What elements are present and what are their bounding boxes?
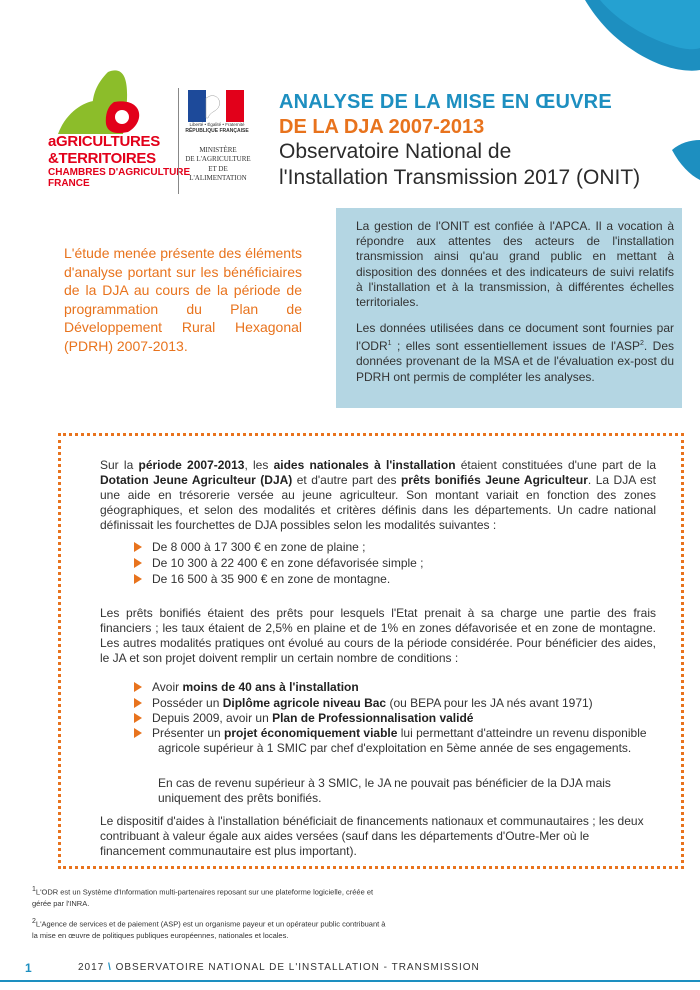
footer-rule: [0, 980, 700, 982]
page-number: 1: [25, 961, 32, 975]
box-paragraph-smic: En cas de revenu supérieur à 3 SMIC, le JA ne pouvait pas bénéficier de la DJA mais uniquement des prêts bonifiés.: [158, 776, 611, 805]
amount-text: De 16 500 à 35 900 € en zone de montagne.: [152, 572, 391, 586]
ministry-name-line: ET DE: [208, 164, 228, 173]
text: et d'autre part des: [292, 473, 401, 487]
ministry-name-line: MINISTÈRE: [199, 146, 237, 154]
info-paragraph-1: La gestion de l'ONIT est confiée à l'APCA. Il a vocation à répondre aux attentes des acteurs de l'installation transmission ainsi qu'au grand public en mettant à disposition des données et des indicateurs de suivi relatifs à l'installation et à la transmission, à différentes échelles territoriales.: [356, 219, 674, 310]
ministry-republic: RÉPUBLIQUE FRANÇAISE: [185, 128, 249, 134]
marianne-flag-icon: [188, 90, 244, 122]
info-paragraph-2: [356, 321, 674, 385]
footnote-ref-1: 1: [387, 340, 392, 348]
info-text: . Des données provenant de la MSA et de l'évaluation ex-post du PDRH ont permis de compléter les analyses.: [356, 339, 674, 384]
footnote-1: [32, 884, 392, 909]
logo-text-territoires: &TERRITOIRES: [48, 150, 156, 167]
footnote-number: 1: [32, 886, 36, 893]
footer-text: [78, 962, 480, 973]
bold-text: Dotation Jeune Agriculteur (DJA): [100, 473, 293, 487]
ministry-name-line: DE L'AGRICULTURE: [185, 155, 251, 164]
bullet-triangle-icon: [134, 698, 142, 708]
bold-text: moins de 40 ans à l'installation: [182, 680, 359, 694]
bullet-triangle-icon: [134, 713, 142, 723]
footer-separator: \: [104, 962, 116, 973]
ministry-name-line: L'ALIMENTATION: [189, 174, 247, 183]
ministry-motto: Liberté • Égalité • Fraternité: [189, 122, 245, 127]
info-text: Les données utilisées dans ce document sont fournies par l'ODR: [356, 321, 674, 354]
footnote-text: L'ODR est un Système d'Information multi-partenaires reposant sur une plateforme logicielle, créée et gérée par l'INRA.: [32, 887, 374, 908]
bold-text: prêts bonifiés Jeune Agriculteur: [400, 473, 588, 487]
condition-item: [134, 711, 654, 726]
text: Depuis 2009, avoir un: [152, 711, 273, 725]
bullet-triangle-icon: [134, 728, 142, 738]
amount-text: De 10 300 à 22 400 € en zone défavorisée simple ;: [152, 556, 424, 570]
footnote-ref-2: 2: [639, 340, 644, 348]
bold-text: aides nationales à l'installation: [273, 458, 456, 472]
box-paragraph-funding: Le dispositif d'aides à l'installation bénéficiait de financements nationaux et communautaires ; les deux contribuant à valeur égale aux aides versées (sauf dans les départements d'Outre-Mer où le financement communautaire est plus important).: [100, 814, 644, 858]
footnote-number: 2: [32, 918, 36, 925]
bold-text: Plan de Professionnalisation validé: [272, 711, 474, 725]
title-line-4: l'Installation Transmission 2017 (ONIT): [279, 166, 641, 189]
bullet-triangle-icon: [134, 542, 142, 552]
box-paragraph-loans: Les prêts bonifiés étaient des prêts pour lesquels l'Etat prenait à sa charge une partie des frais financiers ; les taux étaient de 2,5% en plaine et de 1% en zones défavorisée et en zone de montagne. Les autres modalités pratiques ont évolué au cours de la période considérée. Pour bénéficier des aides, le JA et son projet doivent remplir un certain nombre de conditions :: [100, 606, 656, 665]
logo-text-agricultures: aGRICULTURES: [48, 133, 160, 150]
bullet-triangle-icon: [134, 682, 142, 692]
bold-text: période 2007-2013: [138, 458, 245, 472]
condition-item: [134, 680, 654, 695]
logo-text-chambres: CHAMBRES D'AGRICULTURE: [48, 167, 191, 178]
title-line-3: Observatoire National de: [279, 140, 512, 163]
amount-item: [134, 540, 654, 555]
text: (ou BEPA pour les JA nés avant 1971): [386, 696, 593, 710]
text: Présenter un: [152, 726, 225, 740]
text: , les: [244, 458, 274, 472]
footer-year: 2017: [78, 962, 105, 973]
box-paragraph-intro: [100, 458, 656, 533]
text: Posséder un: [152, 696, 223, 710]
footnote-text: L'Agence de services et de paiement (ASP) est un organisme payeur et un opérateur public contribuant à la mise en œuvre de politiques publiques européennes, nationales et locales.: [32, 919, 386, 940]
amount-item: [134, 556, 654, 571]
footnote-2: [32, 916, 392, 941]
footer-title: OBSERVATOIRE NATIONAL DE L'INSTALLATION - TRANSMISSION: [115, 962, 480, 973]
text: étaient constituées d'une part de la: [455, 458, 657, 472]
condition-item: [134, 726, 663, 756]
info-text: ; elles sont essentiellement issues de l'ASP: [391, 339, 640, 354]
title-line-1: ANALYSE DE LA MISE EN ŒUVRE: [279, 91, 612, 113]
text: Avoir: [152, 680, 183, 694]
ministry-name: [180, 146, 256, 184]
bold-text: Diplôme agricole niveau Bac: [222, 696, 387, 710]
bullet-triangle-icon: [134, 558, 142, 568]
bullet-triangle-icon: [134, 574, 142, 584]
intro-paragraph: L'étude menée présente des éléments d'analyse portant sur les bénéficiaires de la DJA au cours de la période de programmation du Plan de Développement Rural Hexagonal (PDRH) 2007-2013.: [64, 245, 302, 354]
text: Sur la: [100, 458, 139, 472]
text: lui permettant d'atteindre un revenu disponible agricole supérieur à 1 SMIC par chef d'exploitation en 5ème année de ses engagements.: [158, 726, 647, 755]
condition-item: [134, 696, 654, 711]
text: . La DJA est une aide en trésorerie versée au jeune agriculteur. Son montant variait en fonction des zones géographiques, et selon des modalités et critères définis dans les départements. Un cadre national définissait les fourchettes de DJA possibles selon les modalités suivantes :: [100, 473, 656, 532]
amount-text: De 8 000 à 17 300 € en zone de plaine ;: [152, 540, 366, 554]
title-line-2: DE LA DJA 2007-2013: [279, 116, 485, 138]
logo-text-france: FRANCE: [48, 178, 90, 189]
bold-text: projet économiquement viable: [224, 726, 398, 740]
amount-item: [134, 572, 654, 587]
